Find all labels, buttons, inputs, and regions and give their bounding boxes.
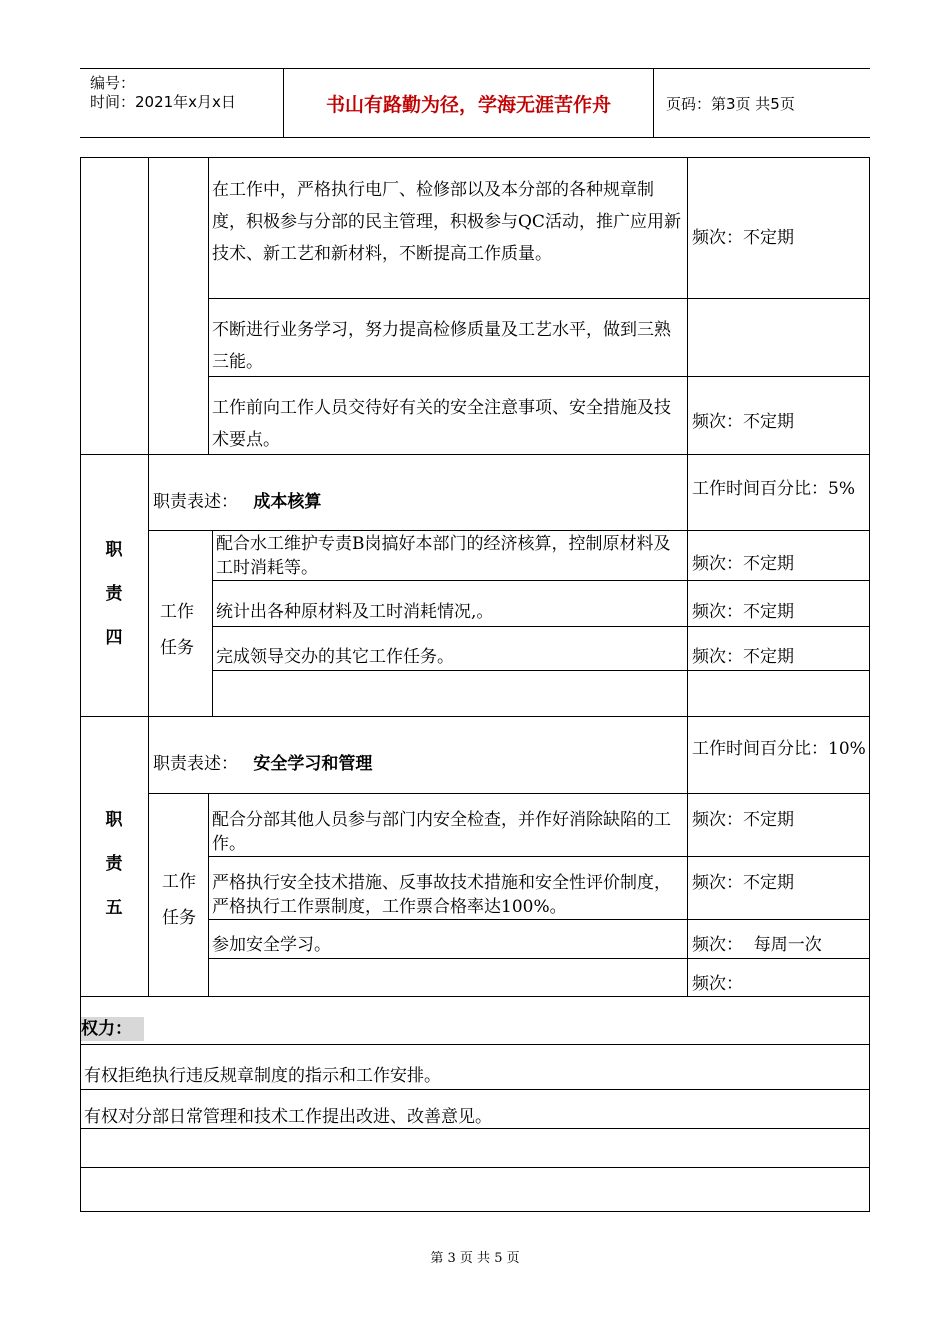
statement-label: 职责表述：: [153, 492, 238, 512]
statement-label: 职责表述：: [153, 754, 238, 774]
task-text: 统计出各种原材料及工时消耗情况,。: [216, 602, 494, 622]
task-frequency: 频次：不定期: [692, 810, 794, 830]
task-label-line: 任务: [160, 638, 194, 658]
authority-title: 权力：: [81, 1017, 144, 1041]
task-frequency: 频次：不定期: [692, 602, 794, 622]
duty-statement: [153, 752, 372, 776]
task-frequency: 频次：不定期: [692, 647, 794, 667]
number-label: 编号：: [90, 74, 136, 92]
task-text: 在工作中，严格执行电厂、检修部以及本分部的各种规章制度，积极参与分部的民主管理，积极参与QC活动，推广应用新技术、新工艺和新材料，不断提高工作质量。: [212, 180, 681, 264]
duty-label-char: 责: [105, 584, 123, 604]
task-text: 完成领导交办的其它工作任务。: [216, 647, 454, 667]
header-page-label: 页码：第3页 共5页: [666, 94, 795, 113]
task-frequency: 频次：不定期: [692, 412, 794, 432]
duty-label-char: 四: [105, 628, 123, 648]
task-label: [149, 864, 209, 936]
task-text: 严格执行安全技术措施、反事故技术措施和安全性评价制度，严格执行工作票制度，工作票合格率达100%。: [212, 873, 671, 917]
task-text: 配合水工维护专责B岗搞好本部门的经济核算，控制原材料及工时消耗等。: [216, 534, 671, 578]
task-text: 工作前向工作人员交待好有关的安全注意事项、安全措施及技术要点。: [212, 398, 671, 450]
task-frequency: 频次：不定期: [692, 873, 794, 893]
page-header: [80, 68, 870, 138]
authority-item: 有权拒绝执行违反规章制度的指示和工作安排。: [84, 1066, 441, 1086]
task-frequency: 频次： 每周一次: [692, 935, 822, 955]
task-label: [147, 594, 207, 666]
time-percent: 工作时间百分比：10%: [692, 739, 866, 759]
duty-label-char: 五: [105, 898, 123, 918]
task-frequency: 频次：: [692, 974, 743, 994]
header-meta: [80, 69, 284, 137]
duty-four-label: [99, 528, 129, 660]
duty-label-char: 职: [105, 540, 123, 560]
time-percent: 工作时间百分比：5%: [692, 479, 855, 499]
duty-five-label: [99, 798, 129, 930]
statement-value: 成本核算: [253, 492, 322, 512]
header-motto: 书山有路勤为径，学海无涯苦作舟: [284, 69, 654, 137]
task-frequency: 频次：不定期: [692, 228, 794, 248]
task-frequency: 频次：不定期: [692, 554, 794, 574]
duty-label-char: 责: [105, 854, 123, 874]
task-text: 配合分部其他人员参与部门内安全检查，并作好消除缺陷的工作。: [212, 810, 671, 854]
duty-statement: [153, 490, 321, 514]
duty-label-char: 职: [105, 810, 123, 830]
task-label-line: 任务: [162, 908, 196, 928]
task-text: 参加安全学习。: [212, 935, 331, 955]
task-text: 不断进行业务学习，努力提高检修质量及工艺水平，做到三熟三能。: [212, 320, 671, 372]
page-footer: 第 3 页 共 5 页: [430, 1251, 520, 1266]
task-label-line: 工作: [162, 872, 196, 892]
task-label-line: 工作: [160, 602, 194, 622]
authority-item: 有权对分部日常管理和技术工作提出改进、改善意见。: [84, 1107, 492, 1127]
date-label: 时间：2021年x月x日: [90, 93, 236, 111]
statement-value: 安全学习和管理: [253, 754, 373, 774]
